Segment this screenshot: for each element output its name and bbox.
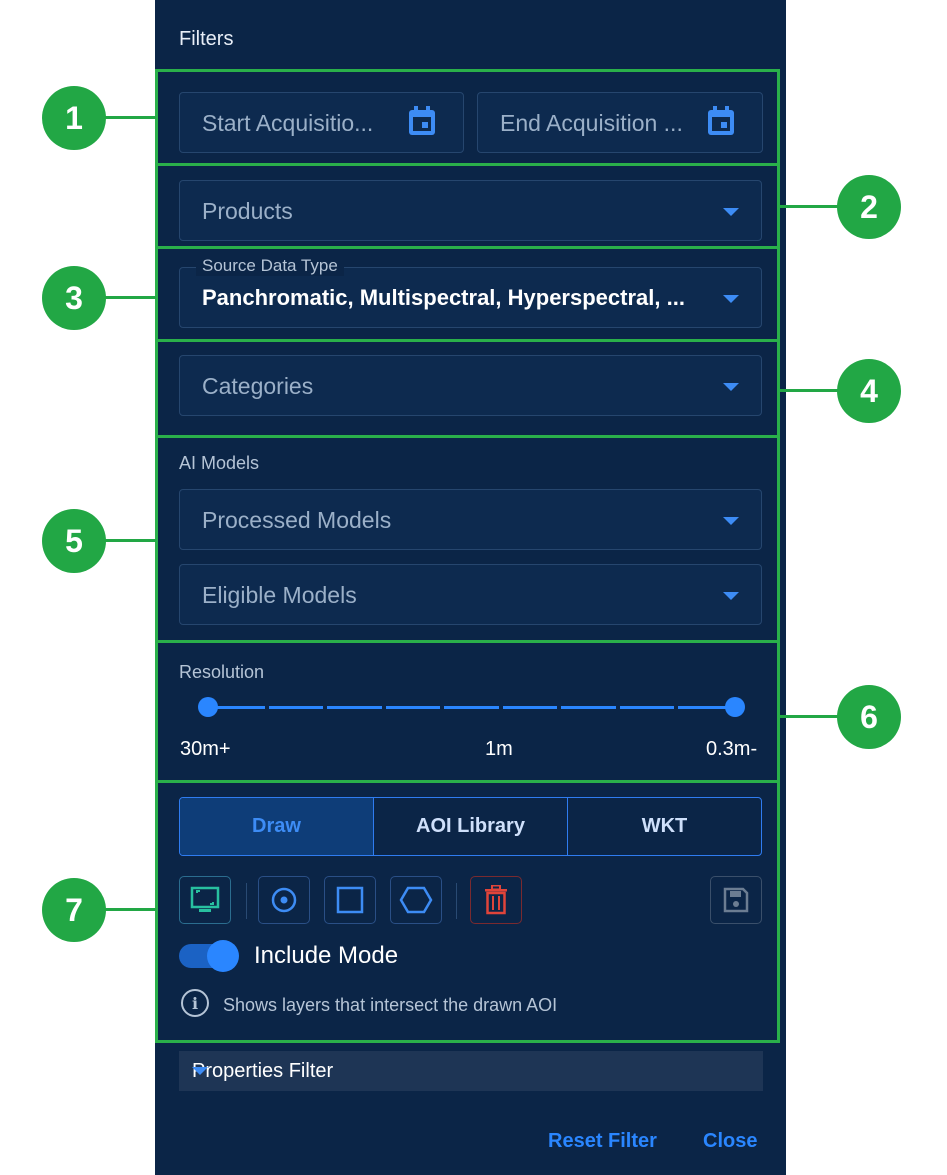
source-data-type-value: Panchromatic, Multispectral, Hyperspectral, ... [202, 285, 685, 310]
callout-connector [100, 539, 156, 542]
save-aoi-button[interactable] [710, 876, 762, 924]
callout-badge: 6 [837, 685, 901, 749]
products-select[interactable] [179, 180, 762, 241]
callout-badge: 4 [837, 359, 901, 423]
source-data-type-legend: Source Data Type [196, 256, 344, 276]
rectangle-tool-button[interactable] [324, 876, 376, 924]
point-tool-button[interactable] [258, 876, 310, 924]
resolution-slider-track[interactable] [210, 706, 737, 709]
callout-badge: 5 [42, 509, 106, 573]
callout-badge: 7 [42, 878, 106, 942]
callout-connector [780, 205, 840, 208]
chevron-down-icon [723, 517, 739, 525]
callout-connector [100, 296, 156, 299]
slider-tick [382, 706, 386, 709]
callout-badge: 2 [837, 175, 901, 239]
calendar-icon[interactable] [706, 105, 736, 137]
resolution-min-handle[interactable] [198, 697, 218, 717]
processed-models-placeholder: Processed Models [202, 507, 392, 533]
calendar-icon[interactable] [407, 105, 437, 137]
screen-extent-icon [190, 886, 220, 914]
callout-connector [780, 715, 840, 718]
slider-tick [440, 706, 444, 709]
ai-models-label: AI Models [179, 453, 260, 473]
eligible-models-placeholder: Eligible Models [202, 582, 357, 608]
chevron-down-icon [723, 592, 739, 600]
chevron-down-icon [723, 295, 739, 303]
toolbar-divider [246, 883, 247, 919]
properties-filter-label: Properties Filter [192, 1060, 334, 1082]
slider-tick [557, 706, 561, 709]
delete-aoi-button[interactable] [470, 876, 522, 924]
panel-title: Filters [179, 28, 234, 50]
slider-tick [499, 706, 503, 709]
section-source-data-type [155, 246, 780, 342]
section-categories [155, 339, 780, 438]
products-placeholder: Products [202, 198, 293, 224]
reset-filter-button[interactable]: Reset Filter [548, 1130, 657, 1152]
polygon-tool-button[interactable] [390, 876, 442, 924]
start-date-field[interactable] [179, 92, 464, 153]
rectangle-icon [336, 886, 364, 914]
include-mode-label: Include Mode [254, 942, 399, 969]
resolution-max-label: 0.3m- [706, 738, 758, 760]
info-icon: i [181, 989, 209, 1017]
end-date-placeholder: End Acquisition ... [500, 110, 683, 136]
resolution-label: Resolution [179, 662, 265, 682]
aoi-hint-text: Shows layers that intersect the drawn AOI [223, 995, 558, 1015]
save-icon [722, 886, 750, 914]
chevron-down-icon [723, 208, 739, 216]
slider-tick [616, 706, 620, 709]
categories-select[interactable] [179, 355, 762, 416]
end-date-field[interactable] [477, 92, 763, 153]
callout-badge: 1 [42, 86, 106, 150]
processed-models-select[interactable] [179, 489, 762, 550]
tab-wkt[interactable]: WKT [641, 815, 688, 837]
categories-placeholder: Categories [202, 373, 314, 399]
chevron-down-icon [723, 383, 739, 391]
section-products [155, 163, 780, 249]
slider-tick [674, 706, 678, 709]
chevron-down-icon [192, 1067, 208, 1075]
include-mode-toggle-knob[interactable] [207, 940, 239, 972]
section-dates [155, 69, 780, 166]
resolution-min-label: 30m+ [180, 738, 231, 760]
aoi-tabs [179, 797, 762, 856]
toolbar-divider [456, 883, 457, 919]
screen-extent-button[interactable] [179, 876, 231, 924]
section-resolution [155, 640, 780, 783]
section-ai-models [155, 435, 780, 643]
start-date-placeholder: Start Acquisitio... [202, 110, 374, 136]
section-aoi [155, 780, 780, 1043]
tab-draw[interactable]: Draw [180, 798, 374, 855]
callout-connector [780, 389, 840, 392]
callout-connector [100, 116, 156, 119]
resolution-mid-label: 1m [485, 738, 513, 760]
resolution-max-handle[interactable] [725, 697, 745, 717]
eligible-models-select[interactable] [179, 564, 762, 625]
polygon-icon [399, 886, 433, 914]
source-data-type-select[interactable] [179, 256, 762, 328]
tab-aoi-library[interactable]: AOI Library [374, 798, 568, 855]
callout-badge: 3 [42, 266, 106, 330]
point-icon [270, 886, 298, 914]
trash-icon [484, 885, 508, 915]
properties-filter-select[interactable] [179, 1051, 763, 1091]
slider-tick [323, 706, 327, 709]
callout-connector [100, 908, 156, 911]
slider-tick [265, 706, 269, 709]
close-button[interactable]: Close [703, 1130, 758, 1152]
